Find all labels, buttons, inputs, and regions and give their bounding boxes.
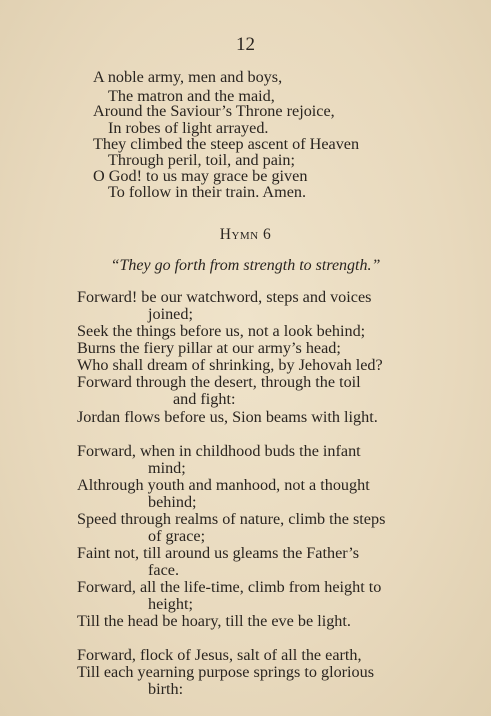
verse-line: The matron and the maid, <box>108 87 275 105</box>
hymn-title <box>0 226 491 244</box>
verse-line: Forward, when in childhood buds the infant <box>77 442 361 460</box>
verse-line: In robes of light arrayed. <box>108 119 269 137</box>
verse-line: Forward, flock of Jesus, salt of all the earth, <box>77 646 362 664</box>
verse-line: of grace; <box>148 527 206 545</box>
verse-line: Seek the things before us, not a look behind; <box>77 322 366 340</box>
verse-line: height; <box>148 595 193 613</box>
verse-line: O God! to us may grace be given <box>93 167 308 185</box>
verse-line: Who shall dream of shrinking, by Jehovah led? <box>77 356 383 374</box>
verse-line: Till the head be hoary, till the eve be light. <box>77 612 351 630</box>
verse-line: Forward, all the life-time, climb from height to <box>77 578 382 596</box>
verse-line: Forward through the desert, through the toil <box>77 373 361 391</box>
page-number: 12 <box>236 34 255 55</box>
verse-line: Around the Saviour’s Throne rejoice, <box>93 102 335 120</box>
verse-line: A noble army, men and boys, <box>93 68 283 86</box>
verse-line: and fight: <box>173 390 236 408</box>
verse-line: Till each yearning purpose springs to glorious <box>77 663 375 681</box>
verse-line: behind; <box>148 493 197 511</box>
verse-line: birth: <box>148 680 184 698</box>
verse-line: Forward! be our watchword, steps and voices <box>77 288 372 306</box>
verse-line: Jordan flows before us, Sion beams with light. <box>77 408 378 426</box>
verse-line: face. <box>148 561 179 579</box>
verse-line: They climbed the steep ascent of Heaven <box>93 135 360 153</box>
hymn-epigraph: “They go forth from strength to strength.” <box>110 257 381 274</box>
verse-line: To follow in their train. Amen. <box>108 183 307 201</box>
verse-line: Speed through realms of nature, climb the steps <box>77 510 386 528</box>
verse-line: joined; <box>148 305 193 323</box>
verse-line: Burns the fiery pillar at our army’s head; <box>77 339 341 357</box>
hymn-title-text: Hymn 6 <box>219 226 272 243</box>
verse-line: Faint not, till around us gleams the Father’s <box>77 544 360 562</box>
verse-line: Through peril, toil, and pain; <box>108 151 296 169</box>
verse-line: mind; <box>148 459 186 477</box>
verse-line: Althrough youth and manhood, not a thought <box>77 476 370 494</box>
